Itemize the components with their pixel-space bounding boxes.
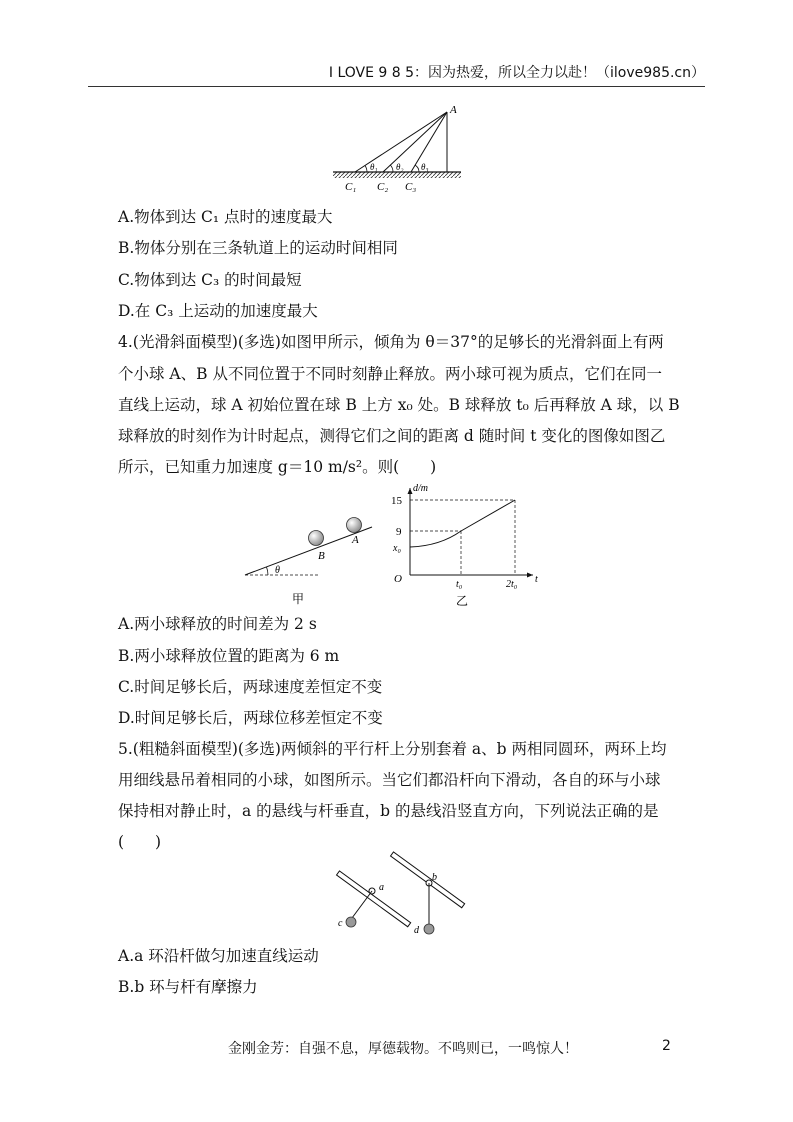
linear-segment: [461, 500, 515, 531]
q3-option-a: A.物体到达 C₁ 点时的速度最大: [118, 208, 333, 226]
x-axis-label: t: [535, 574, 538, 585]
ball-a: [347, 518, 362, 533]
q5-stem-line2: 用细线悬吊着相同的小球，如图所示。当它们都沿杆向下滑动，各自的环与小球: [118, 771, 661, 789]
y-tick-9: 9: [396, 526, 402, 538]
label-d: d: [414, 925, 419, 936]
ball-b: [309, 531, 324, 546]
label-a: a: [379, 882, 384, 893]
rods-rings-figure: [330, 850, 470, 940]
distance-time-graph: [385, 478, 545, 608]
incline-balls-figure: [240, 505, 380, 605]
q4-stem-line4: 球释放的时刻作为计时起点，测得它们之间的距离 d 随时间 t 变化的图像如图乙: [118, 427, 666, 445]
q4-option-c: C.时间足够长后，两球速度差恒定不变: [118, 678, 383, 696]
point-a-label: A: [450, 104, 457, 116]
page-number: 2: [662, 1038, 671, 1054]
q5-option-a: A.a 环沿杆做匀加速直线运动: [118, 947, 319, 965]
q3-option-b: B.物体分别在三条轨道上的运动时间相同: [118, 239, 398, 257]
q5-stem-line4: ( ): [118, 833, 162, 851]
y-tick-x0: x₀: [393, 543, 401, 554]
q4-option-b: B.两小球释放位置的距离为 6 m: [118, 647, 340, 665]
label-c: c: [338, 918, 343, 929]
page-header: I LOVE 9 8 5：因为热爱，所以全力以赴！（ilove985.cn）: [88, 62, 705, 87]
label-b: b: [432, 872, 437, 883]
q3-option-d: D.在 C₃ 上运动的加速度最大: [118, 302, 318, 320]
q4-stem-line5: 所示，已知重力加速度 g＝10 m/s²。则( ): [118, 458, 437, 476]
c3-label: C₃: [405, 181, 417, 193]
origin-label: O: [394, 573, 402, 585]
y-axis-label: d/m: [413, 483, 428, 494]
q4-stem-line1: 4.(光滑斜面模型)(多选)如图甲所示，倾角为 θ＝37°的足够长的光滑斜面上有两: [118, 333, 664, 351]
q4-option-a: A.两小球释放的时间差为 2 s: [118, 615, 317, 633]
ball-d: [424, 924, 434, 934]
q5-stem-line3: 保持相对静止时，a 的悬线与杆垂直，b 的悬线沿竖直方向，下列说法正确的是: [118, 802, 659, 820]
footer-motto: 金刚金芳：自强不息，厚德载物。不鸣则已，一鸣惊人！: [228, 1041, 578, 1057]
ball-c: [346, 917, 356, 927]
theta-label: θ: [275, 565, 280, 576]
caption-jia: 甲: [292, 592, 305, 605]
caption-yi: 乙: [456, 594, 469, 608]
c1-label: C₁: [345, 181, 357, 193]
x-tick-2t0: 2t₀: [506, 579, 518, 590]
curve-segment: [410, 531, 461, 547]
theta1-label: θ₁: [370, 162, 378, 172]
q3-option-c: C.物体到达 C₃ 的时间最短: [118, 271, 302, 289]
ball-a-label: A: [352, 534, 359, 546]
inclined-tracks-figure: [325, 100, 470, 195]
theta2-label: θ₂: [396, 162, 404, 172]
q5-stem-line1: 5.(粗糙斜面模型)(多选)两倾斜的平行杆上分别套着 a、b 两相同圆环，两环上均: [118, 740, 667, 758]
ball-b-label: B: [318, 550, 325, 562]
theta3-label: θ₃: [421, 162, 429, 172]
x-tick-t0: t₀: [456, 579, 463, 590]
y-tick-15: 15: [391, 495, 402, 507]
q4-stem-line2: 个小球 A、B 从不同位置于不同时刻静止释放。两小球可视为质点，它们在同一: [118, 365, 662, 383]
q5-option-b: B.b 环与杆有摩擦力: [118, 978, 258, 996]
q4-option-d: D.时间足够长后，两球位移差恒定不变: [118, 709, 383, 727]
c2-label: C₂: [377, 181, 389, 193]
q4-stem-line3: 直线上运动，球 A 初始位置在球 B 上方 x₀ 处。B 球释放 t₀ 后再释放 A 球，以 B: [118, 396, 680, 414]
